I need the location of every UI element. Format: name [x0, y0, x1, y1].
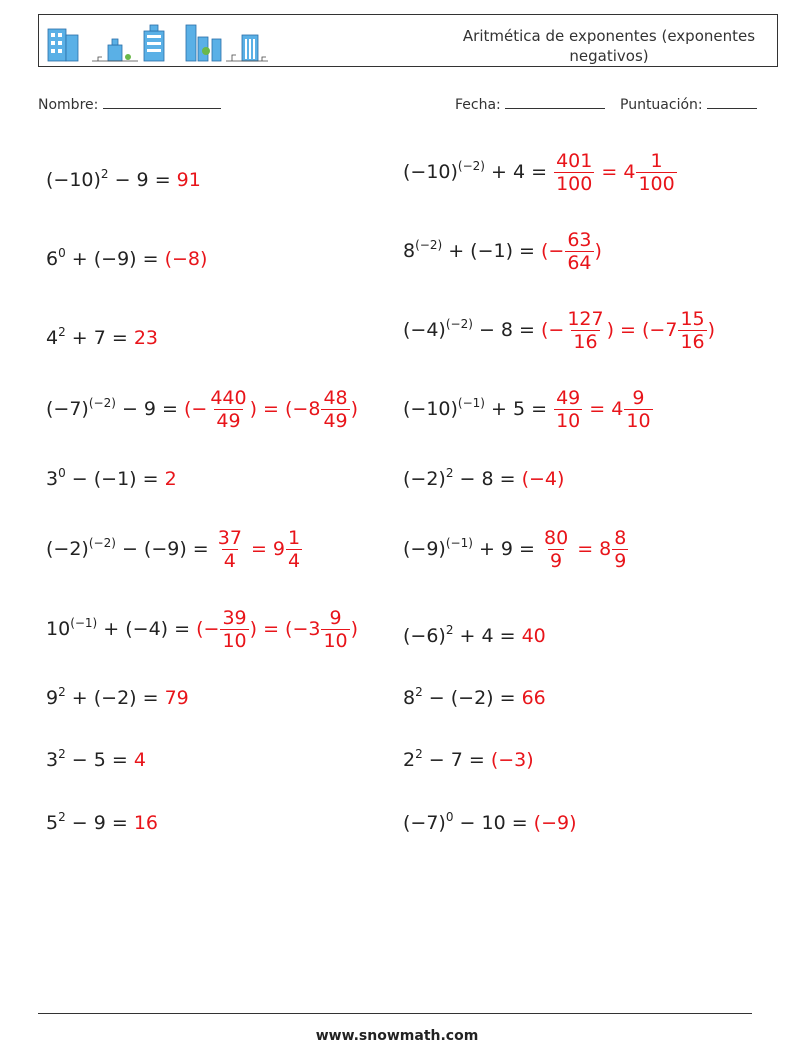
problem-right-4: $(-10)^{(-1)} + 5$ = $\frac{49}{10}$ = 4 $\frac{9}{10}$	[403, 387, 654, 432]
answer: 40	[521, 625, 546, 647]
footer-divider	[38, 1013, 752, 1014]
problem-right-9: $2^2 - 7 = (-3)$	[403, 747, 534, 771]
answer: 16	[133, 812, 159, 834]
date-field	[455, 94, 605, 113]
answer: (− $\frac{63}{64}$ )	[541, 229, 602, 274]
problem-right-3: $(-4)^{(-2)} - 8$ = (− $\frac{127}{16}$ ) = (−7 $\frac{15}{16}$ )	[403, 308, 716, 353]
answer: 66	[521, 687, 546, 709]
answer: (− $\frac{127}{16}$ ) = (−7 $\frac{15}{16}$ )	[541, 308, 716, 353]
answer: 4	[133, 749, 146, 771]
worksheet-header	[38, 14, 778, 67]
answer: 2	[164, 468, 177, 490]
answer: (−8)	[164, 248, 208, 270]
footer-url[interactable]: www.snowmath.com	[315, 1028, 479, 1044]
problem-left-1: $(-10)^2 - 9 = 91$	[46, 167, 201, 191]
problem-right-5: $(-2)^2 - 8 = (-4)$	[403, 466, 565, 490]
buildings-icon	[46, 21, 268, 63]
answer: (−9)	[533, 812, 577, 834]
problem-right-2: $8^{(-2)} + (-1)$ = (− $\frac{63}{64}$ )	[403, 229, 602, 274]
answer: $\frac{49}{10}$ = 4 $\frac{9}{10}$	[556, 387, 651, 432]
answer: $\frac{37}{4}$ = 9 $\frac{1}{4}$	[217, 527, 301, 572]
answer: 23	[133, 327, 159, 349]
problem-left-6: $(-2)^{(-2)} - (-9)$ = $\frac{37}{4}$ = 9 $\frac{1}{4}$	[46, 527, 303, 572]
answer: $\frac{80}{9}$ = 8 $\frac{8}{9}$	[544, 527, 627, 572]
score-label: Puntuación:	[620, 97, 703, 113]
answer: (−3)	[490, 749, 534, 771]
date-blank	[505, 94, 605, 109]
name-blank	[103, 94, 221, 109]
problem-right-1: $(-10)^{(-2)} + 4$ = $\frac{401}{100}$ = 4 $\frac{1}{100}$	[403, 150, 678, 195]
problem-left-9: $3^2 - 5 = 4$	[46, 747, 146, 771]
problem-left-2: $6^0 + (-9) = (-8)$	[46, 246, 208, 270]
problem-left-4: $(-7)^{(-2)} - 9$ = (− $\frac{440}{49}$ ) = (−8 $\frac{48}{49}$ )	[46, 387, 359, 432]
answer: 79	[164, 687, 189, 709]
problem-left-3: $4^2 + 7 = 23$	[46, 325, 159, 349]
problem-left-10: $5^2 - 9 = 16$	[46, 810, 159, 834]
answer: (− $\frac{440}{49}$ ) = (−8 $\frac{48}{49}$ )	[184, 387, 359, 432]
worksheet-title: Aritmética de exponentes (exponentes negativos)	[462, 27, 756, 65]
answer: (−4)	[521, 468, 565, 490]
name-field	[38, 94, 221, 113]
score-field	[620, 94, 757, 113]
date-label: Fecha:	[455, 97, 501, 113]
problem-left-7: $10^{(-1)} + (-4)$ = (− $\frac{39}{10}$ ) = (−3 $\frac{9}{10}$ )	[46, 607, 359, 652]
problem-right-8: $8^2 - (-2) = 66$	[403, 685, 546, 709]
answer: $\frac{401}{100}$ = 4 $\frac{1}{100}$	[556, 150, 675, 195]
problem-right-6: $(-9)^{(-1)} + 9$ = $\frac{80}{9}$ = 8 $\frac{8}{9}$	[403, 527, 629, 572]
problem-right-10: $(-7)^0 - 10 = (-9)$	[403, 810, 577, 834]
answer: (− $\frac{39}{10}$ ) = (−3 $\frac{9}{10}$ )	[196, 607, 359, 652]
problem-right-7: $(-6)^2 + 4 = 40$	[403, 623, 546, 647]
answer: 91	[176, 169, 201, 191]
score-blank	[707, 94, 757, 109]
problem-left-8: $9^2 + (-2) = 79$	[46, 685, 189, 709]
name-label: Nombre:	[38, 97, 99, 113]
problem-left-5: $3^0 - (-1) = 2$	[46, 466, 177, 490]
